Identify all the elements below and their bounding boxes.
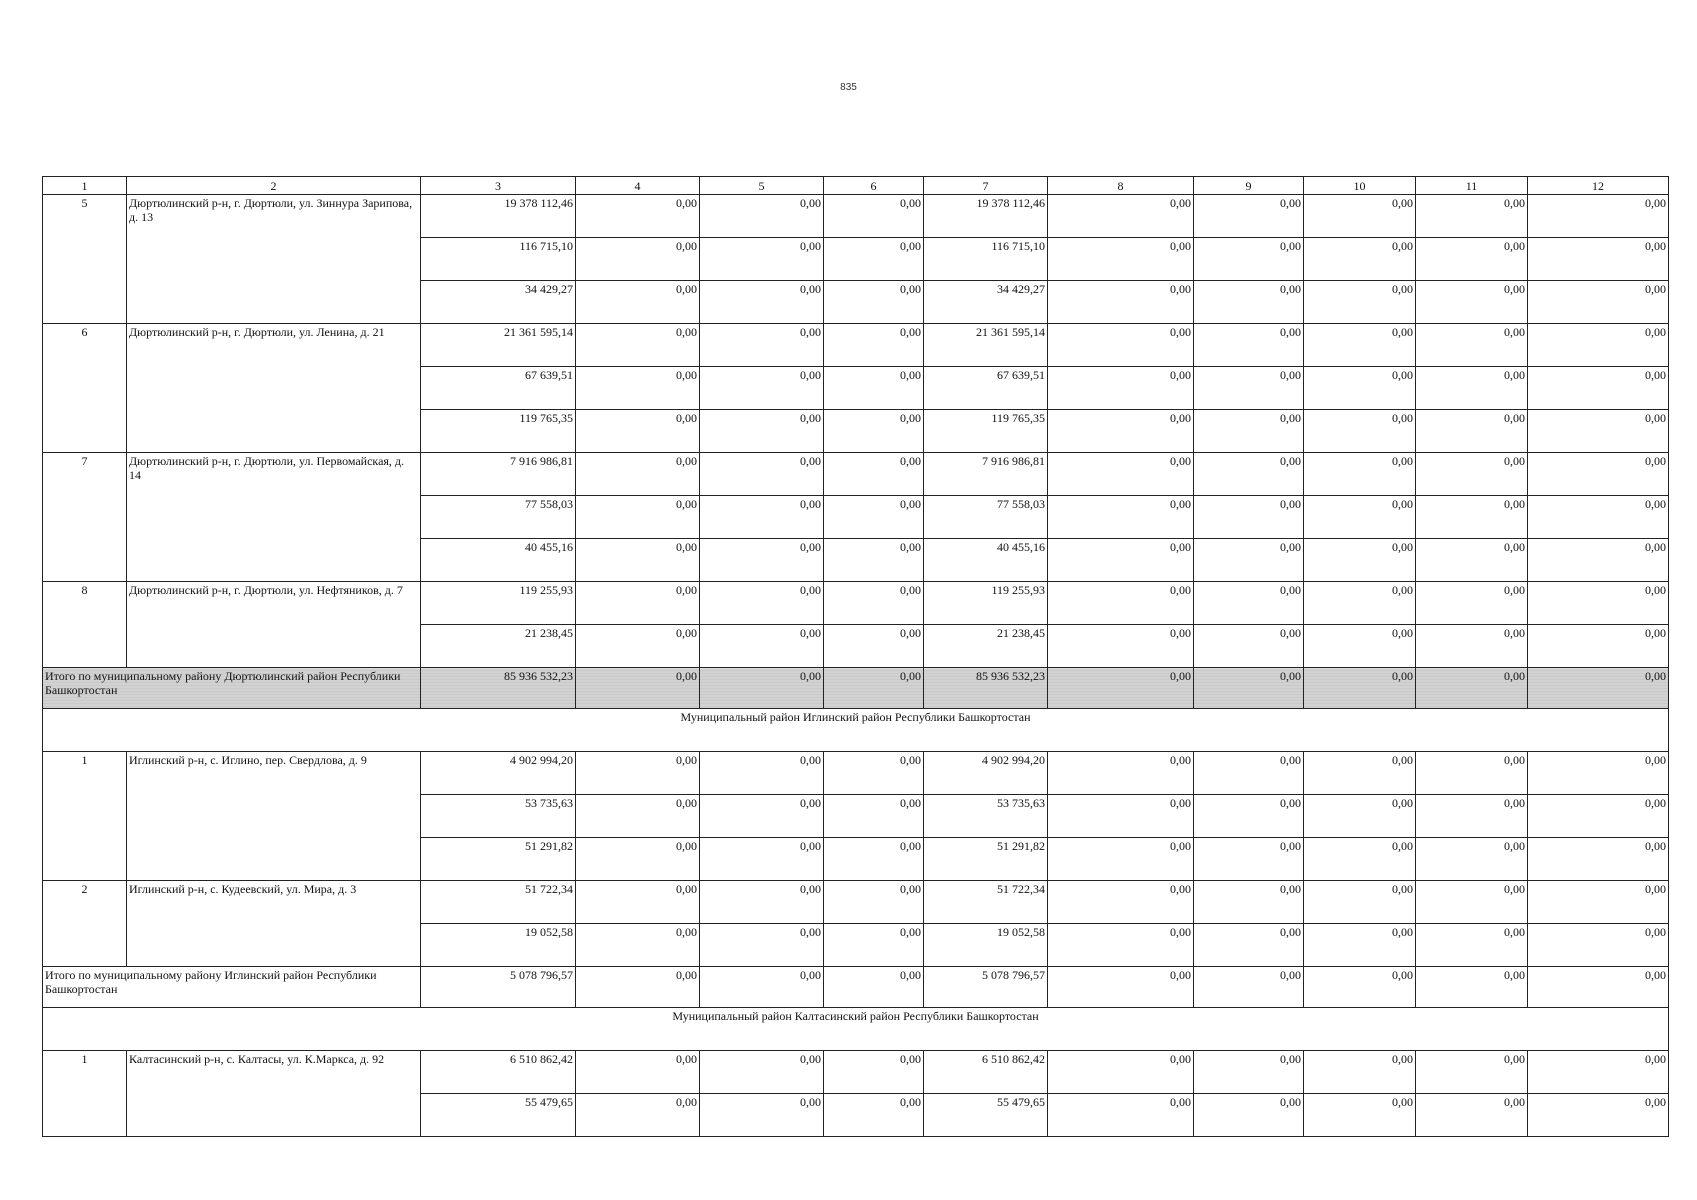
amount-cell: 0,00 <box>1416 238 1528 281</box>
amount-cell: 0,00 <box>1528 668 1669 709</box>
table-row <box>43 582 1669 625</box>
amount-cell: 0,00 <box>1528 582 1669 625</box>
amount-cell: 0,00 <box>1048 838 1194 881</box>
section-header: Муниципальный район Иглинский район Республики Башкортостан <box>43 709 1669 752</box>
amount-cell: 0,00 <box>576 582 700 625</box>
amount-cell: 0,00 <box>824 238 924 281</box>
amount-cell: 0,00 <box>700 1051 824 1094</box>
row-number: 1 <box>43 1051 127 1137</box>
page-number: 835 <box>840 82 857 93</box>
amount-cell: 0,00 <box>576 410 700 453</box>
address-cell: Дюртюлинский р-н, г. Дюртюли, ул. Первомайская, д. 14 <box>127 453 421 582</box>
amount-cell: 0,00 <box>1194 195 1304 238</box>
amount-cell: 19 052,58 <box>421 924 576 967</box>
amount-cell: 0,00 <box>1304 625 1416 668</box>
amount-cell: 0,00 <box>824 410 924 453</box>
amount-cell: 0,00 <box>700 625 824 668</box>
amount-cell: 0,00 <box>1416 281 1528 324</box>
amount-cell: 0,00 <box>1528 281 1669 324</box>
amount-cell: 0,00 <box>1304 1094 1416 1137</box>
amount-cell: 0,00 <box>1416 1094 1528 1137</box>
amount-cell: 51 291,82 <box>421 838 576 881</box>
amount-cell: 119 765,35 <box>421 410 576 453</box>
amount-cell: 51 291,82 <box>924 838 1048 881</box>
amount-cell: 53 735,63 <box>421 795 576 838</box>
amount-cell: 0,00 <box>1194 1094 1304 1137</box>
row-number: 2 <box>43 881 127 967</box>
amount-cell: 40 455,16 <box>421 539 576 582</box>
amount-cell: 0,00 <box>824 324 924 367</box>
data-table <box>42 176 1669 1137</box>
table-row <box>43 881 1669 924</box>
row-number: 6 <box>43 324 127 453</box>
amount-cell: 0,00 <box>576 281 700 324</box>
amount-cell: 0,00 <box>1528 539 1669 582</box>
amount-cell: 0,00 <box>1194 838 1304 881</box>
amount-cell: 0,00 <box>1304 582 1416 625</box>
amount-cell: 0,00 <box>1304 324 1416 367</box>
amount-cell: 0,00 <box>700 496 824 539</box>
amount-cell: 0,00 <box>1304 453 1416 496</box>
row-number: 7 <box>43 453 127 582</box>
amount-cell: 0,00 <box>1416 752 1528 795</box>
amount-cell: 0,00 <box>1304 795 1416 838</box>
total-row <box>43 967 1669 1008</box>
amount-cell: 0,00 <box>700 453 824 496</box>
amount-cell: 0,00 <box>700 668 824 709</box>
amount-cell: 0,00 <box>576 752 700 795</box>
amount-cell: 116 715,10 <box>924 238 1048 281</box>
amount-cell: 0,00 <box>1416 324 1528 367</box>
amount-cell: 19 378 112,46 <box>421 195 576 238</box>
amount-cell: 0,00 <box>700 410 824 453</box>
column-header: 6 <box>824 177 924 195</box>
amount-cell: 0,00 <box>576 496 700 539</box>
amount-cell: 0,00 <box>1048 410 1194 453</box>
amount-cell: 0,00 <box>824 281 924 324</box>
amount-cell: 0,00 <box>1528 367 1669 410</box>
amount-cell: 0,00 <box>1194 453 1304 496</box>
amount-cell: 119 255,93 <box>421 582 576 625</box>
amount-cell: 0,00 <box>1416 924 1528 967</box>
amount-cell: 0,00 <box>700 367 824 410</box>
amount-cell: 0,00 <box>1048 324 1194 367</box>
amount-cell: 0,00 <box>1304 967 1416 1008</box>
amount-cell: 21 238,45 <box>421 625 576 668</box>
amount-cell: 0,00 <box>1416 838 1528 881</box>
table-row <box>43 453 1669 496</box>
amount-cell: 6 510 862,42 <box>421 1051 576 1094</box>
address-cell: Калтасинский р-н, с. Калтасы, ул. К.Маркса, д. 92 <box>127 1051 421 1137</box>
amount-cell: 19 378 112,46 <box>924 195 1048 238</box>
amount-cell: 0,00 <box>576 967 700 1008</box>
amount-cell: 0,00 <box>824 668 924 709</box>
amount-cell: 0,00 <box>824 795 924 838</box>
amount-cell: 0,00 <box>700 539 824 582</box>
amount-cell: 119 255,93 <box>924 582 1048 625</box>
amount-cell: 0,00 <box>1528 625 1669 668</box>
amount-cell: 0,00 <box>1528 195 1669 238</box>
amount-cell: 0,00 <box>1528 795 1669 838</box>
column-header: 9 <box>1194 177 1304 195</box>
amount-cell: 0,00 <box>700 752 824 795</box>
amount-cell: 0,00 <box>1194 795 1304 838</box>
amount-cell: 0,00 <box>576 238 700 281</box>
amount-cell: 0,00 <box>576 881 700 924</box>
amount-cell: 0,00 <box>700 838 824 881</box>
address-cell: Иглинский р-н, с. Кудеевский, ул. Мира, д. 3 <box>127 881 421 967</box>
amount-cell: 0,00 <box>1416 625 1528 668</box>
amount-cell: 0,00 <box>1304 752 1416 795</box>
amount-cell: 0,00 <box>1048 195 1194 238</box>
amount-cell: 0,00 <box>1416 195 1528 238</box>
amount-cell: 0,00 <box>1416 967 1528 1008</box>
table-header <box>43 177 1669 195</box>
column-number-row <box>43 177 1669 195</box>
amount-cell: 0,00 <box>576 453 700 496</box>
amount-cell: 0,00 <box>1528 924 1669 967</box>
row-number: 1 <box>43 752 127 881</box>
column-header: 11 <box>1416 177 1528 195</box>
row-number: 5 <box>43 195 127 324</box>
amount-cell: 51 722,34 <box>924 881 1048 924</box>
amount-cell: 0,00 <box>1528 1051 1669 1094</box>
amount-cell: 55 479,65 <box>924 1094 1048 1137</box>
column-header: 7 <box>924 177 1048 195</box>
amount-cell: 0,00 <box>1416 795 1528 838</box>
column-header: 2 <box>127 177 421 195</box>
amount-cell: 0,00 <box>824 195 924 238</box>
column-header: 10 <box>1304 177 1416 195</box>
amount-cell: 0,00 <box>1304 496 1416 539</box>
amount-cell: 0,00 <box>1194 668 1304 709</box>
column-header: 5 <box>700 177 824 195</box>
total-label: Итого по муниципальному району Иглинский район Республики Башкортостан <box>43 967 421 1008</box>
amount-cell: 0,00 <box>824 924 924 967</box>
amount-cell: 0,00 <box>1304 539 1416 582</box>
amount-cell: 0,00 <box>1048 625 1194 668</box>
total-row <box>43 668 1669 709</box>
amount-cell: 0,00 <box>700 1094 824 1137</box>
table-row <box>43 195 1669 238</box>
table-row <box>43 324 1669 367</box>
amount-cell: 0,00 <box>1048 967 1194 1008</box>
amount-cell: 0,00 <box>1416 367 1528 410</box>
amount-cell: 85 936 532,23 <box>421 668 576 709</box>
amount-cell: 0,00 <box>576 1094 700 1137</box>
amount-cell: 21 361 595,14 <box>421 324 576 367</box>
amount-cell: 0,00 <box>1416 582 1528 625</box>
amount-cell: 0,00 <box>1194 410 1304 453</box>
address-cell: Дюртюлинский р-н, г. Дюртюли, ул. Зиннура Зарипова, д. 13 <box>127 195 421 324</box>
amount-cell: 0,00 <box>1048 752 1194 795</box>
amount-cell: 4 902 994,20 <box>924 752 1048 795</box>
amount-cell: 53 735,63 <box>924 795 1048 838</box>
amount-cell: 0,00 <box>1048 281 1194 324</box>
amount-cell: 0,00 <box>824 582 924 625</box>
amount-cell: 0,00 <box>1304 195 1416 238</box>
amount-cell: 0,00 <box>824 496 924 539</box>
amount-cell: 0,00 <box>1416 496 1528 539</box>
amount-cell: 40 455,16 <box>924 539 1048 582</box>
amount-cell: 5 078 796,57 <box>924 967 1048 1008</box>
amount-cell: 0,00 <box>1304 410 1416 453</box>
amount-cell: 0,00 <box>576 195 700 238</box>
amount-cell: 0,00 <box>1528 881 1669 924</box>
section-header-row <box>43 709 1669 752</box>
address-cell: Иглинский р-н, с. Иглино, пер. Свердлова, д. 9 <box>127 752 421 881</box>
amount-cell: 0,00 <box>576 838 700 881</box>
amount-cell: 0,00 <box>1048 924 1194 967</box>
amount-cell: 0,00 <box>1194 1051 1304 1094</box>
amount-cell: 0,00 <box>824 1094 924 1137</box>
amount-cell: 0,00 <box>1194 281 1304 324</box>
amount-cell: 0,00 <box>700 238 824 281</box>
amount-cell: 0,00 <box>1416 1051 1528 1094</box>
amount-cell: 34 429,27 <box>924 281 1048 324</box>
amount-cell: 0,00 <box>1528 410 1669 453</box>
row-number: 8 <box>43 582 127 668</box>
amount-cell: 0,00 <box>824 1051 924 1094</box>
amount-cell: 0,00 <box>1048 1051 1194 1094</box>
amount-cell: 19 052,58 <box>924 924 1048 967</box>
table-body <box>43 195 1669 1137</box>
amount-cell: 0,00 <box>1048 367 1194 410</box>
amount-cell: 7 916 986,81 <box>924 453 1048 496</box>
amount-cell: 0,00 <box>824 752 924 795</box>
amount-cell: 0,00 <box>1416 668 1528 709</box>
amount-cell: 0,00 <box>824 967 924 1008</box>
amount-cell: 0,00 <box>1048 453 1194 496</box>
amount-cell: 0,00 <box>1194 752 1304 795</box>
amount-cell: 0,00 <box>576 539 700 582</box>
amount-cell: 0,00 <box>576 625 700 668</box>
amount-cell: 0,00 <box>1304 1051 1416 1094</box>
amount-cell: 0,00 <box>1528 752 1669 795</box>
amount-cell: 0,00 <box>1194 238 1304 281</box>
amount-cell: 34 429,27 <box>421 281 576 324</box>
amount-cell: 0,00 <box>576 367 700 410</box>
amount-cell: 0,00 <box>1528 967 1669 1008</box>
amount-cell: 0,00 <box>1048 539 1194 582</box>
amount-cell: 119 765,35 <box>924 410 1048 453</box>
amount-cell: 0,00 <box>576 324 700 367</box>
amount-cell: 0,00 <box>1048 496 1194 539</box>
amount-cell: 0,00 <box>1194 367 1304 410</box>
amount-cell: 7 916 986,81 <box>421 453 576 496</box>
amount-cell: 0,00 <box>1416 453 1528 496</box>
amount-cell: 0,00 <box>576 924 700 967</box>
amount-cell: 0,00 <box>1194 924 1304 967</box>
amount-cell: 0,00 <box>1048 238 1194 281</box>
amount-cell: 0,00 <box>1194 625 1304 668</box>
amount-cell: 0,00 <box>1304 881 1416 924</box>
amount-cell: 0,00 <box>700 924 824 967</box>
amount-cell: 51 722,34 <box>421 881 576 924</box>
amount-cell: 0,00 <box>824 453 924 496</box>
amount-cell: 0,00 <box>824 539 924 582</box>
amount-cell: 0,00 <box>824 881 924 924</box>
amount-cell: 0,00 <box>1304 367 1416 410</box>
amount-cell: 0,00 <box>700 582 824 625</box>
amount-cell: 0,00 <box>1304 924 1416 967</box>
amount-cell: 0,00 <box>700 881 824 924</box>
document-sheet <box>42 176 1669 1137</box>
address-cell: Дюртюлинский р-н, г. Дюртюли, ул. Ленина, д. 21 <box>127 324 421 453</box>
amount-cell: 0,00 <box>1416 410 1528 453</box>
amount-cell: 0,00 <box>824 367 924 410</box>
amount-cell: 0,00 <box>700 967 824 1008</box>
column-header: 3 <box>421 177 576 195</box>
amount-cell: 67 639,51 <box>924 367 1048 410</box>
amount-cell: 55 479,65 <box>421 1094 576 1137</box>
column-header: 4 <box>576 177 700 195</box>
table-row <box>43 752 1669 795</box>
amount-cell: 0,00 <box>1194 324 1304 367</box>
section-header-row <box>43 1008 1669 1051</box>
amount-cell: 0,00 <box>1048 1094 1194 1137</box>
amount-cell: 0,00 <box>824 838 924 881</box>
amount-cell: 0,00 <box>1048 795 1194 838</box>
total-label: Итого по муниципальному району Дюртюлинский район Республики Башкортостан <box>43 668 421 709</box>
amount-cell: 0,00 <box>1416 539 1528 582</box>
amount-cell: 0,00 <box>576 795 700 838</box>
amount-cell: 21 238,45 <box>924 625 1048 668</box>
amount-cell: 0,00 <box>1194 496 1304 539</box>
amount-cell: 0,00 <box>1304 281 1416 324</box>
amount-cell: 0,00 <box>1194 881 1304 924</box>
amount-cell: 0,00 <box>1416 881 1528 924</box>
amount-cell: 0,00 <box>1528 496 1669 539</box>
amount-cell: 0,00 <box>1194 967 1304 1008</box>
address-cell: Дюртюлинский р-н, г. Дюртюли, ул. Нефтяников, д. 7 <box>127 582 421 668</box>
amount-cell: 0,00 <box>1194 539 1304 582</box>
amount-cell: 6 510 862,42 <box>924 1051 1048 1094</box>
amount-cell: 77 558,03 <box>421 496 576 539</box>
amount-cell: 0,00 <box>700 795 824 838</box>
amount-cell: 0,00 <box>576 1051 700 1094</box>
amount-cell: 85 936 532,23 <box>924 668 1048 709</box>
amount-cell: 0,00 <box>1194 582 1304 625</box>
amount-cell: 0,00 <box>1528 838 1669 881</box>
amount-cell: 0,00 <box>1048 582 1194 625</box>
amount-cell: 0,00 <box>1528 1094 1669 1137</box>
amount-cell: 0,00 <box>1528 238 1669 281</box>
table-row <box>43 1051 1669 1094</box>
amount-cell: 77 558,03 <box>924 496 1048 539</box>
amount-cell: 0,00 <box>700 195 824 238</box>
amount-cell: 4 902 994,20 <box>421 752 576 795</box>
column-header: 1 <box>43 177 127 195</box>
amount-cell: 0,00 <box>1048 668 1194 709</box>
amount-cell: 5 078 796,57 <box>421 967 576 1008</box>
amount-cell: 0,00 <box>700 324 824 367</box>
amount-cell: 116 715,10 <box>421 238 576 281</box>
amount-cell: 0,00 <box>1528 324 1669 367</box>
amount-cell: 0,00 <box>700 281 824 324</box>
amount-cell: 0,00 <box>1304 668 1416 709</box>
amount-cell: 67 639,51 <box>421 367 576 410</box>
amount-cell: 0,00 <box>1304 238 1416 281</box>
amount-cell: 21 361 595,14 <box>924 324 1048 367</box>
amount-cell: 0,00 <box>1304 838 1416 881</box>
amount-cell: 0,00 <box>1048 881 1194 924</box>
section-header: Муниципальный район Калтасинский район Республики Башкортостан <box>43 1008 1669 1051</box>
column-header: 12 <box>1528 177 1669 195</box>
column-header: 8 <box>1048 177 1194 195</box>
amount-cell: 0,00 <box>1528 453 1669 496</box>
amount-cell: 0,00 <box>576 668 700 709</box>
amount-cell: 0,00 <box>824 625 924 668</box>
